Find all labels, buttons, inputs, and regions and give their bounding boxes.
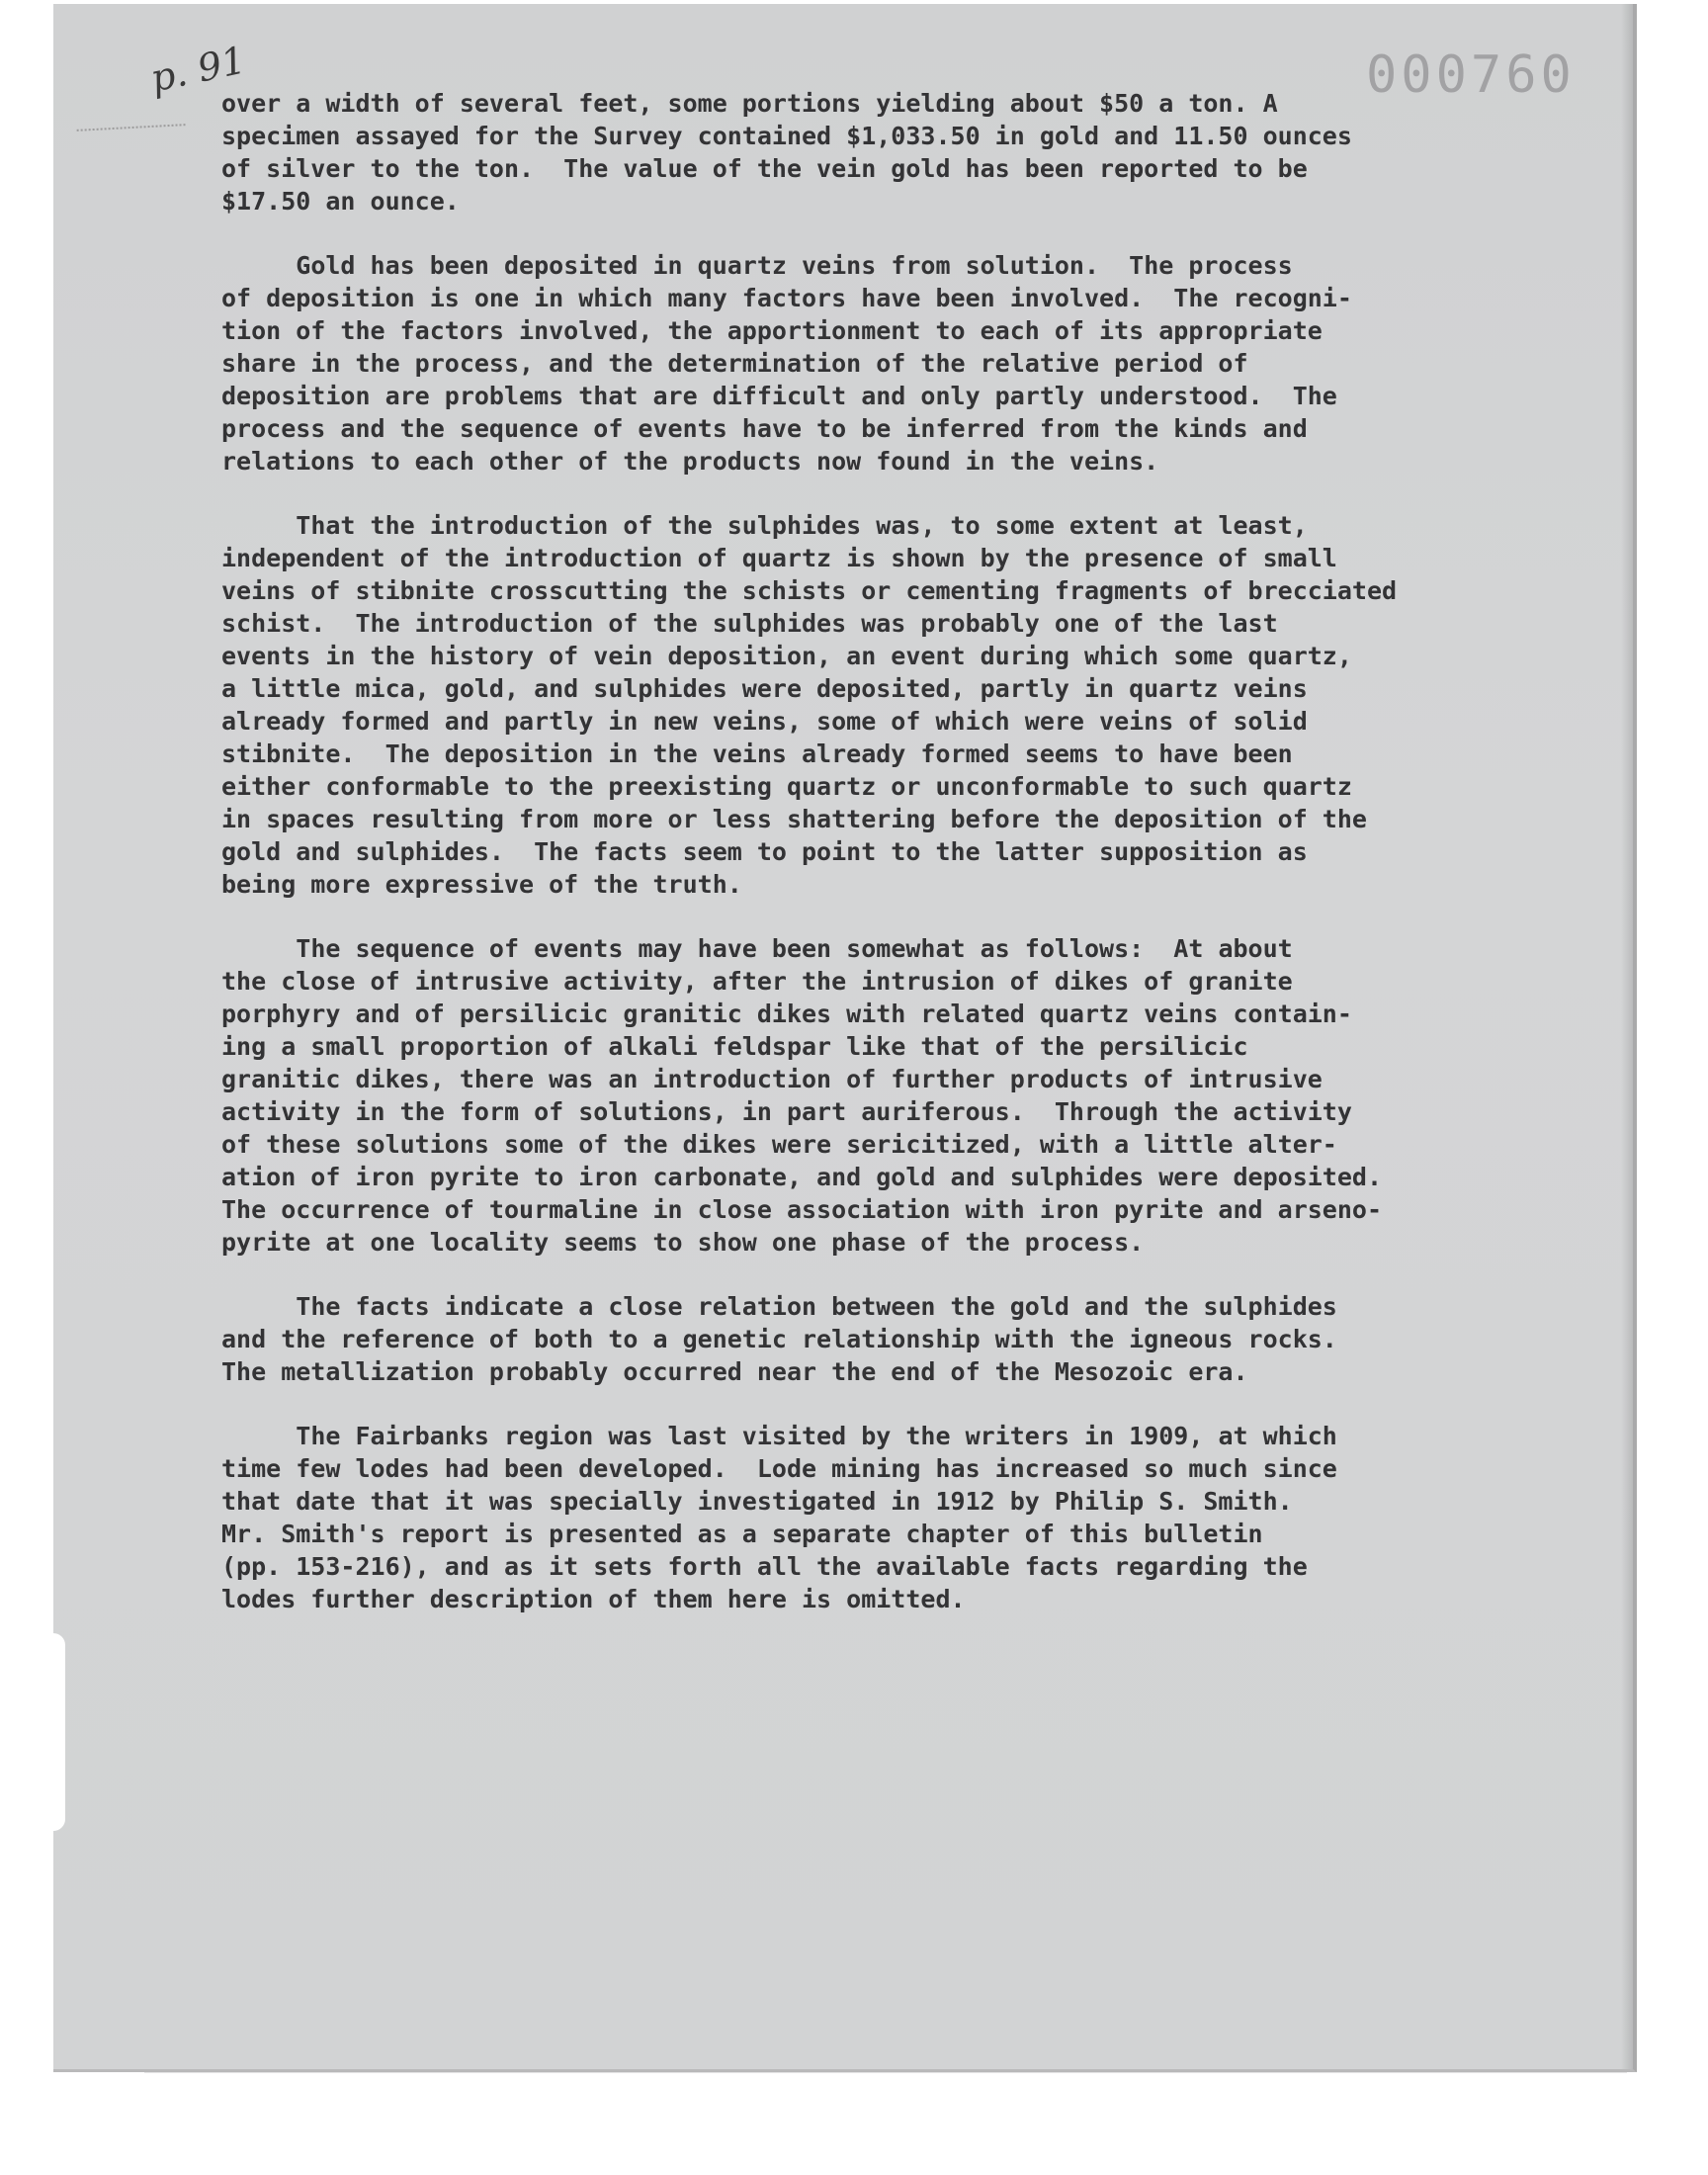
archive-stamp-number: 000760 xyxy=(1366,45,1576,105)
torn-edge xyxy=(53,1633,65,1831)
page-edge-shadow xyxy=(1621,4,1633,2069)
page-bottom-rule xyxy=(144,2072,1627,2073)
paragraph-metallization: The facts indicate a close relation between the gold and the sulphides and the reference of both to a genetic relationship with the igneous rocks. The metallization probably occurred near the end of the Mesozoic era. xyxy=(221,1292,1337,1386)
paragraph-fairbanks-region: The Fairbanks region was last visited by the writers in 1909, at which time few lodes had been developed. Lode mining has increased so much since that date that it was specially investigated in 1912 by Philip S. Smith. Mr. Smith's report is presented as a separate chapter of this bulletin (pp. 153-216), and as it sets forth all the available facts regarding the lodes further description of them here is omitted. xyxy=(221,1422,1337,1613)
paragraph-assay-results: over a width of several feet, some portions yielding about $50 a ton. A specimen assayed for the Survey contained $1,033.50 in gold and 11.50 ounces of silver to the ton. The value of the vein gold has been reported to be $17.50 an ounce. xyxy=(221,89,1352,216)
paragraph-gold-deposition: Gold has been deposited in quartz veins from solution. The process of deposition is one in which many factors have been involved. The recogni- tion of the factors involved, the apportionment to each of its appropriate share in the process, and the determination of the relative period of deposition are problems that are difficult and only partly understood. The process and the sequence of events have to be inferred from the kinds and relations to each other of the products now found in the veins. xyxy=(221,251,1352,476)
document-body xyxy=(221,87,1576,1647)
paragraph-sequence-of-events: The sequence of events may have been somewhat as follows: At about the close of intrusive activity, after the intrusion of dikes of granite porphyry and of persilicic granitic dikes with related quartz veins contain- ing a small proportion of alkali feldspar like that of the persilicic granitic dikes, there was an introduction of further products of intrusive activity in the form of solutions, in part auriferous. Through the activity of these solutions some of the dikes were sericitized, with a little alter- ation of iron pyrite to iron carbonate, and gold and sulphides were deposited. The occurrence of tourmaline in close association with iron pyrite and arseno- pyrite at one locality seems to show one phase of the process. xyxy=(221,934,1382,1257)
paragraph-sulphides-introduction: That the introduction of the sulphides was, to some extent at least, independent of the introduction of quartz is shown by the presence of small veins of stibnite crosscutting the schists or cementing fragments of brecciated schist. The introduction of the sulphides was probably one of the last events in the history of vein deposition, an event during which some quartz, a little mica, gold, and sulphides were deposited, partly in quartz veins already formed and partly in new veins, some of which were veins of solid stibnite. The deposition in the veins already formed seems to have been either conformable to the preexisting quartz or unconformable to such quartz in spaces resulting from more or less shattering before the deposition of the gold and sulphides. The facts seem to point to the latter supposition as being more expressive of the truth. xyxy=(221,511,1398,899)
handwritten-page-note: p. 91 xyxy=(146,38,250,101)
